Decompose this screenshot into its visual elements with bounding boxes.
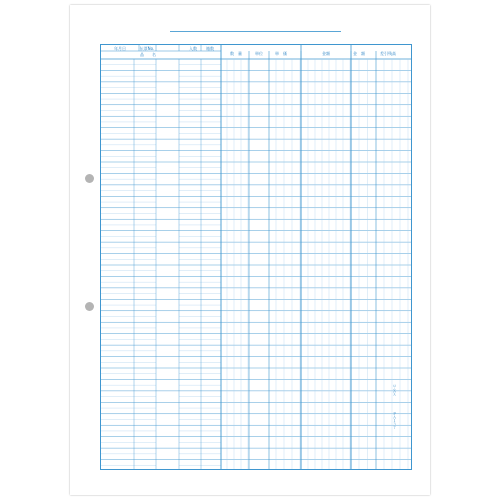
header-box-count: 箱数 xyxy=(206,46,214,51)
header-unit-price: 単 価 xyxy=(275,51,287,56)
header-amount: 金額 xyxy=(322,51,330,56)
header-unit: 単位 xyxy=(255,51,263,56)
header-deduction-balance: 差引残高 xyxy=(380,51,396,56)
form-code: ＰＡ１３７ xyxy=(393,412,397,430)
form-code-small: ロ-ＸＸ xyxy=(393,384,397,396)
binder-hole xyxy=(85,302,94,311)
ledger-grid xyxy=(101,45,412,470)
ledger-table xyxy=(100,44,412,470)
header-item-name: 品 名 xyxy=(140,52,156,57)
header-amount-total: 金 額 xyxy=(353,51,365,56)
title-line xyxy=(170,31,341,32)
header-voucher-no: 伝票No. xyxy=(139,46,155,51)
header-date: 年月日 xyxy=(114,46,126,51)
header-in-qty: 入数 xyxy=(189,46,197,51)
header-quantity: 数 量 xyxy=(230,51,242,56)
binder-hole xyxy=(85,174,94,183)
